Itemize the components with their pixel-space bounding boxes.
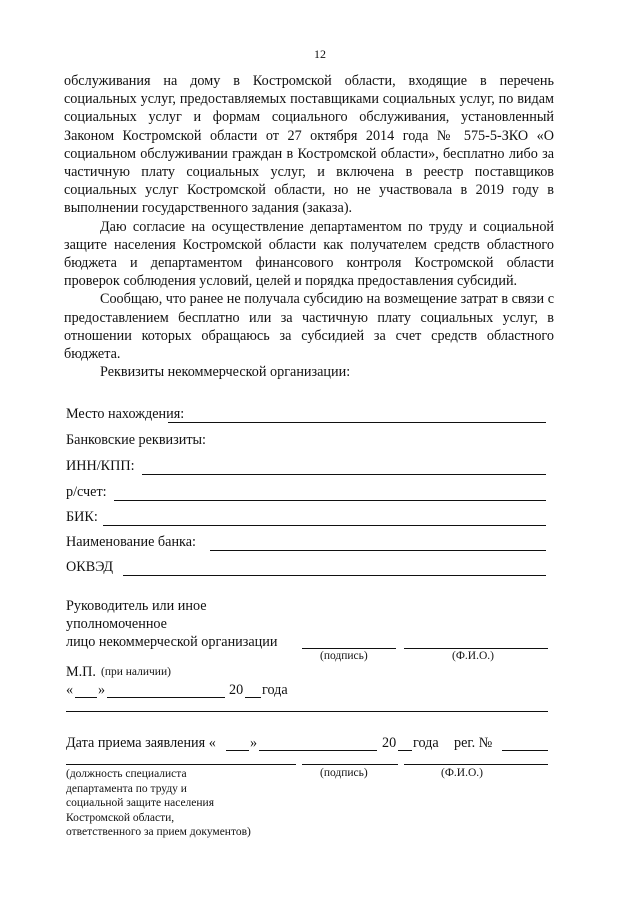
specialist-caption [66,767,296,840]
page-number: 12 [314,47,326,61]
location-label: Место нахождения: [66,406,185,422]
receipt-year-prefix: 20 [382,735,397,751]
requisites-heading: Реквизиты некоммерческой организации: [100,364,351,381]
date-year-suffix: года [262,682,288,698]
specialist-fio-line[interactable] [404,764,548,765]
account-line[interactable] [114,500,546,501]
specialist-caption-line: Костромской области, [66,811,175,824]
head-label-line1: Руководитель или иное [66,598,207,614]
specialist-caption-line: департамента по труду и [66,782,187,795]
date-day-line[interactable] [75,697,97,698]
bank-details-label: Банковские реквизиты: [66,432,206,448]
bik-label: БИК: [66,509,98,525]
head-signature-caption: (подпись) [320,650,368,662]
reg-number-label: рег. № [454,735,493,751]
head-label-line2: уполномоченное [66,616,167,632]
specialist-signature-caption: (подпись) [320,767,368,779]
receipt-month-line[interactable] [259,750,377,751]
reg-number-line[interactable] [502,750,548,751]
head-signature-line[interactable] [302,648,396,649]
bik-line[interactable] [103,525,546,526]
specialist-caption-line: (должность специалиста [66,768,187,780]
separator-line [66,711,548,712]
date-year-prefix: 20 [229,682,244,698]
head-label-line3: лицо некоммерческой организации [66,634,278,650]
date-open-quote: « [66,682,74,698]
date-month-line[interactable] [107,697,225,698]
okved-line[interactable] [123,575,546,576]
receipt-year-suffix: года [413,735,439,751]
paragraph-no-prior-subsidy: Сообщаю, что ранее не получала субсидию на возмещение затрат в связи с предоставлением бесплатно или за частичную плату социальных услуг, в отношении которых обращаюсь за субсидией за счет средств областного бюджета. [64,291,554,363]
specialist-caption-line: ответственного за прием документов) [66,826,251,838]
date-year-line[interactable] [245,697,261,698]
specialist-position-line[interactable] [66,764,296,765]
receipt-day-line[interactable] [226,750,249,751]
bank-name-label: Наименование банка: [66,534,196,550]
paragraph-consent: Даю согласие на осуществление департаментом по труду и социальной защите населения Костромской области как получателем средств областного бюджета и департаментом финансового контроля Костромской области проверок соблюдения условий, целей и порядка предоставления субсидий. [64,218,554,290]
specialist-signature-line[interactable] [302,764,398,765]
account-label: р/счет: [66,484,107,500]
receipt-date-label: Дата приема заявления « [66,735,216,751]
head-fio-caption: (Ф.И.О.) [452,650,494,662]
receipt-close-quote: » [250,735,258,751]
stamp-note: (при наличии) [101,666,171,678]
specialist-caption-line: социальной защите населения [66,797,214,809]
head-fio-line[interactable] [404,648,548,649]
bank-name-line[interactable] [210,550,546,551]
location-line[interactable] [168,422,546,423]
specialist-fio-caption: (Ф.И.О.) [441,767,483,779]
receipt-year-line[interactable] [398,750,412,751]
inn-kpp-label: ИНН/КПП: [66,458,135,474]
date-close-quote: » [98,682,106,698]
inn-kpp-line[interactable] [142,474,546,475]
paragraph-continuation: обслуживания на дому в Костромской области, входящие в перечень социальных услуг, предоставляемых поставщиками социальных услуг, по видам социальных услуг и формам социального обслуживания, установленный Законом Костромской области от 27 октября 2014 года № 575-5-ЗКО «О социальном обслуживании граждан в Костромской области», бесплатно либо за частичную плату социальных услуг, и включена в реестр поставщиков социальных услуг Костромской области, но не участвовала в 2019 году в выполнении государственного задания (заказа). [64,73,554,217]
okved-label: ОКВЭД [66,559,114,575]
stamp-label: М.П. [66,664,96,680]
body-text [64,72,554,381]
